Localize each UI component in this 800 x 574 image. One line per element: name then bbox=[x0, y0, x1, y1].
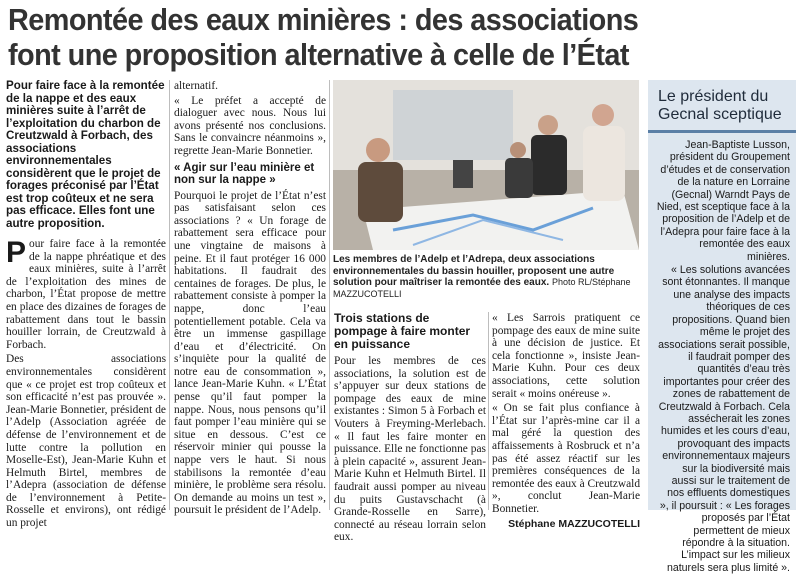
headline bbox=[8, 2, 743, 72]
article-photo bbox=[333, 80, 639, 250]
intro-text: our faire face à la remontée de la nappe phréatique et des eaux minières, suite à l’arrêt de l’exploitation des mines de charbon, l’État propose de mettre en place des dizaines de forages de rabattement dans tout le bassin houiller lorrain, de Creutzwald à Forbach. bbox=[6, 238, 166, 351]
drop-cap: P bbox=[6, 236, 27, 269]
column-4 bbox=[492, 312, 640, 530]
photo-illustration bbox=[333, 80, 639, 250]
paragraph: Pour les membres de ces associations, la solution est de s’appuyer sur deux stations de pompage des eaux de mine existantes : Simon 5 à Forbach et Vouters à Freyming-Merlebach. « Il faut les faire monter en puissance. Elle ne fonctionne pas à plein capacité », assurent Jean-Marie Kuhn et Helmuth Birtel. Il faudrait aussi pomper au niveau du puits Gustavschacht (à Grande-Rosselle en Sarre), connecté au réseau lorrain selon eux. bbox=[334, 355, 486, 544]
column-divider bbox=[329, 80, 330, 510]
column-1 bbox=[6, 80, 166, 532]
paragraph: « Le préfet a accepté de dialoguer avec nous. Nous lui avons présenté nos conclusions. Sans le convaincre néanmoins », regrette Jean-Marie Bonnetier. bbox=[174, 94, 326, 157]
paragraph: Des associations environnementales considèrent que « ce projet est trop coûteux et son efficacité n’est pas prouvée ». Jean-Marie Bonnetier, président de l’Adelp (Association agréée de défense de l’environnement et de lutte contre la pollution en Moselle-Est), Jean-Marie Kuhn et Helmuth Birtel, membres de l’Adepra (association de défense de l’environnement à Petite-Rosselle et environs), ont rédigé un projet bbox=[6, 353, 166, 530]
photo-credit: Photo RL/Stéphane MAZZUCOTELLI bbox=[333, 277, 631, 299]
sidebar-paragraph: « Les solutions avancées sont étonnantes. Il manque une analyse des impacts théoriques de ces propositions. Quand bien même le projet des associations serait possible, il faudrait pomper des quantités d’eau très importantes pour créer des zones de rabattement de Creutzwald à Forbach. Cela assécherait les zones humides et les cours d’eau, provoquant des impacts environnementaux majeurs sur la biodiversité mais aussi sur le traitement de nos effluents domestiques », il poursuit : « Les forages proposés par l’État permettent de mieux répondre à la situation. L’impact sur les milieux naturels sera plus limité ». bbox=[658, 264, 790, 574]
paragraph: Pourquoi le projet de l’État n’est pas satisfaisant selon ces associations ? « Un forage de rabattement sera efficace pour une vingtaine de maisons à peine. Et il faut protéger 16 000 habitations. Il faudrait des centaines de forages. De plus, le rabattement consiste à pomper la nappe, donc l’eau potentiellement potable. Cela va être un immense gaspillage d’eau et d’électricité. On s’inquiète pour la qualité de notre eau de consommation », lance Jean-Marie Kuhn. « L’État pense qu’il faut pomper la nappe. Nous, nous pensons qu’il faut pomper l’eau minière qui se situe en dessous. C’est ce réservoir minier qui pousse la nappe vers le haut. Si nous stabilisons la remontée d’eau minière, le problème sera résolu. On demande au moins un test », poursuit le président de l’Adelp. bbox=[174, 189, 326, 517]
paragraph: « On se fait plus confiance à l’État sur l’après-mine car il a mal géré la question des affaissements à Rosbruck et n’a pas été assez réactif sur les premières conséquences de la remontée des eaux à Creutzwald », conclut Jean-Marie Bonnetier. bbox=[492, 402, 641, 515]
sidebar-box bbox=[648, 80, 796, 574]
headline-line-1: Remontée des eaux minières : des associations bbox=[8, 2, 639, 37]
sidebar-title: Le président du Gecnal sceptique bbox=[658, 88, 782, 123]
column-divider bbox=[488, 312, 489, 510]
photo-caption bbox=[333, 254, 639, 300]
paragraph: alternatif. bbox=[174, 80, 218, 92]
column-divider bbox=[169, 80, 170, 510]
column-3 bbox=[334, 312, 486, 546]
sidebar-divider bbox=[648, 130, 796, 133]
column-2 bbox=[174, 80, 326, 519]
article-lead: Pour faire face à la remontée de la nappe et des eaux minières suite à l’arrêt de l’exploitation du charbon de Creutzwald à Forbach, des associations environnementales considèrent que le projet de forages préconisé par l’État est trop coûteux et ne sera pas efficace. Elles font une autre proposition. bbox=[6, 79, 165, 230]
sidebar-body bbox=[648, 139, 796, 574]
caption-text: Les membres de l’Adelp et l’Adrepa, deux associations environnementales du bassin houiller, proposent une autre solution pour maîtriser la remontée des eaux. bbox=[333, 254, 615, 288]
sidebar-paragraph: Jean-Baptiste Lusson, président du Groupement d’études et de conservation de la nature en Lorraine (Gecnal) Warndt Pays de Nied, est sceptique face à la proposition de l’Adelp et de l’Adepra pour faire face à la remontée des eaux minières. bbox=[656, 139, 790, 263]
subheading: Trois stations de pompage à faire monter en puissance bbox=[334, 311, 471, 351]
author-signature: Stéphane MAZZUCOTELLI bbox=[508, 517, 640, 530]
paragraph-intro bbox=[6, 238, 166, 351]
paragraph: « Les Sarrois pratiquent ce pompage des eaux de mine suite à une décision de justice. Et cela fonctionne », insiste Jean-Marie Kuhn. Pour ces deux associations, cette solution serait « moins onéreuse ». bbox=[492, 312, 640, 400]
headline-line-2: font une proposition alternative à celle de l’État bbox=[8, 37, 629, 72]
intertitle: « Agir sur l’eau minière et non sur la nappe » bbox=[174, 161, 315, 187]
